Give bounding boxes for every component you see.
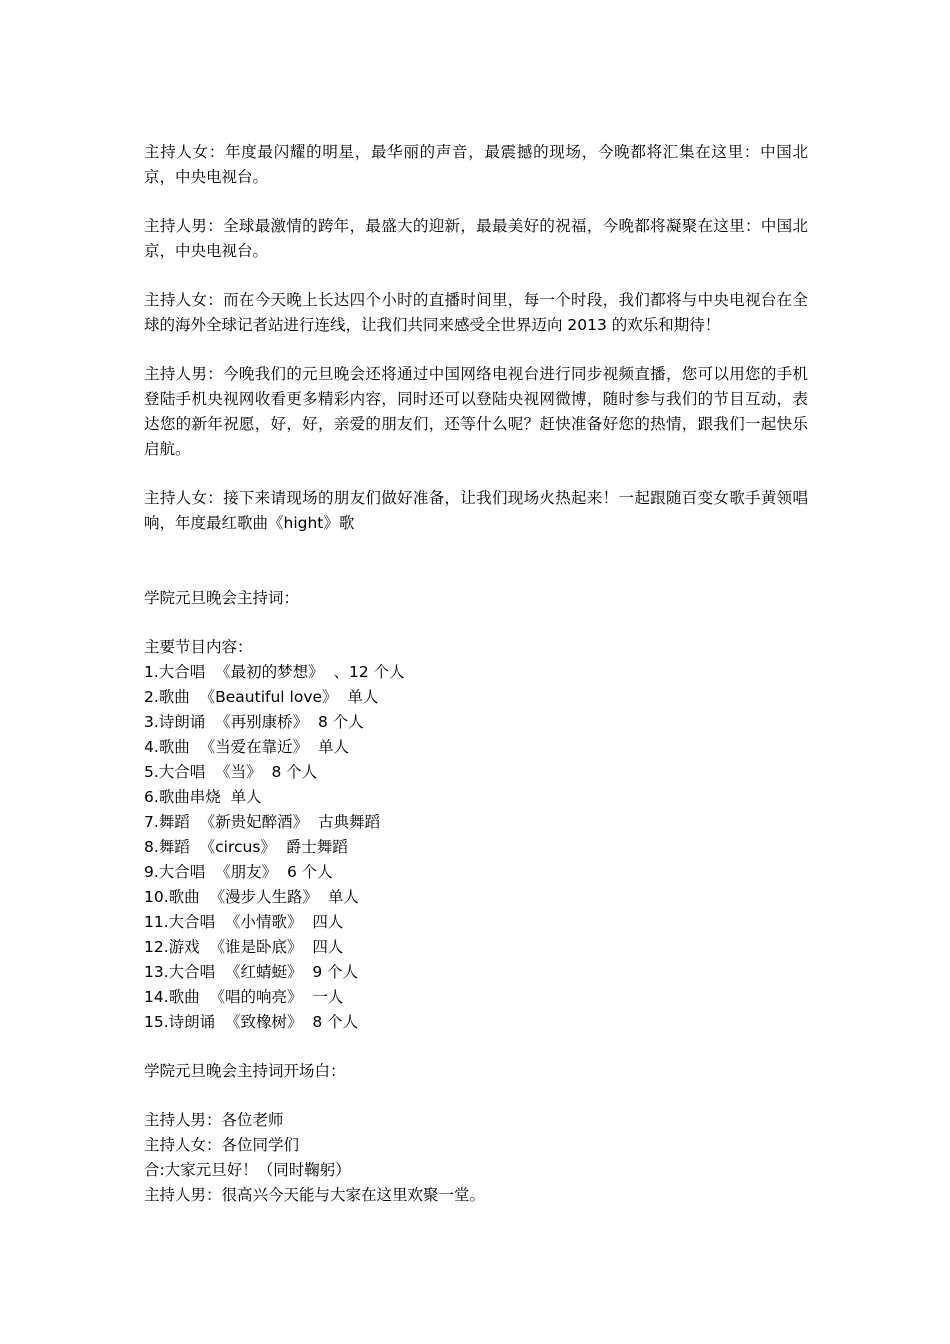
list-item: 12.游戏 《谁是卧底》 四人 [144,938,344,956]
list-item: 13.大合唱 《红蜻蜓》 9 个人 [144,963,359,981]
spacer [144,1035,808,1059]
spacer [144,1084,808,1108]
intro-paragraph-5: 主持人女：接下来请现场的朋友们做好准备，让我们现场火热起来！一起跟随百变女歌手黄领唱响，年度最红歌曲《hight》歌 [144,489,808,532]
dialog-line: 主持人女：各位同学们 [144,1136,300,1154]
dialog-line: 合:大家元旦好！（同时鞠躬） [144,1161,351,1179]
spacer [144,536,808,586]
list-item: 1.大合唱 《最初的梦想》 、12 个人 [144,663,405,681]
list-item: 15.诗朗诵 《致橡树》 8 个人 [144,1013,359,1031]
intro-paragraph-4: 主持人男：今晚我们的元旦晚会还将通过中国网络电视台进行同步视频直播，您可以用您的手机登陆手机央视网收看更多精彩内容，同时还可以登陆央视网微博，随时参与我们的节目互动，表达您的新年祝愿，好，好，亲爱的朋友们，还等什么呢？赶快准备好您的热情，跟我们一起快乐启航。 [144,365,808,458]
section-title-opening: 学院元旦晚会主持词开场白： [144,1062,346,1080]
list-item: 2.歌曲 《Beautiful love》 单人 [144,688,379,706]
section-title-host-script: 学院元旦晚会主持词： [144,589,300,607]
list-item: 11.大合唱 《小情歌》 四人 [144,913,344,931]
list-item: 9.大合唱 《朋友》 6 个人 [144,863,333,881]
list-item: 5.大合唱 《当》 8 个人 [144,763,318,781]
dialog-line: 主持人男：各位老师 [144,1111,284,1129]
intro-paragraph-1: 主持人女：年度最闪耀的明星，最华丽的声音，最震撼的现场，今晚都将汇集在这里：中国北京，中央电视台。 [144,143,808,186]
program-list-title: 主要节目内容： [144,638,253,656]
list-item: 3.诗朗诵 《再别康桥》 8 个人 [144,713,364,731]
list-item: 7.舞蹈 《新贵妃醉酒》 古典舞蹈 [144,813,380,831]
list-item: 4.歌曲 《当爱在靠近》 单人 [144,738,349,756]
document-body [144,140,808,1208]
list-item: 6.歌曲串烧 单人 [144,788,262,806]
dialog-line: 主持人男：很高兴今天能与大家在这里欢聚一堂。 [144,1186,486,1204]
program-list [144,660,808,1035]
spacer [144,611,808,635]
list-item: 10.歌曲 《漫步人生路》 单人 [144,888,359,906]
intro-paragraph-2: 主持人男：全球最激情的跨年，最盛大的迎新，最最美好的祝福，今晚都将凝聚在这里：中国北京，中央电视台。 [144,217,808,260]
list-item: 8.舞蹈 《circus》 爵士舞蹈 [144,838,348,856]
list-item: 14.歌曲 《唱的响亮》 一人 [144,988,344,1006]
intro-paragraph-3: 主持人女：而在今天晚上长达四个小时的直播时间里，每一个时段，我们都将与中央电视台在全球的海外全球记者站进行连线，让我们共同来感受全世界迈向 2013 的欢乐和期待！ [144,291,808,334]
